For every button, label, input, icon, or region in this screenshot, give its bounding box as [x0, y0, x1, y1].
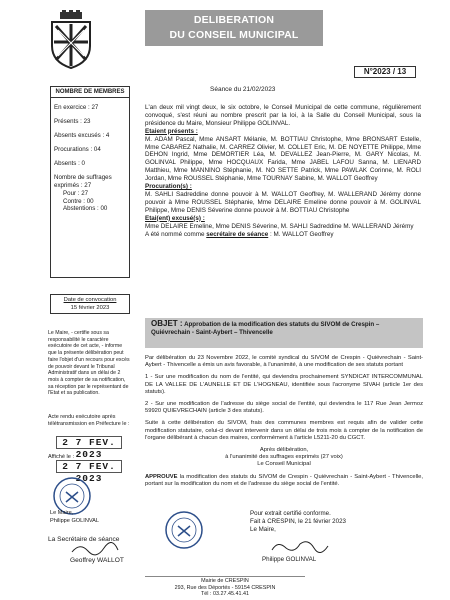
footer-line-3: Tél : 03.27.45.41.41 [201, 591, 249, 598]
members-heading: NOMBRE DE MEMBRES [51, 87, 129, 98]
secretary-line [145, 231, 421, 239]
secretary-prefix: A été nommé comme [145, 230, 205, 238]
vote-line-2: à l'unanimité des suffrages exprimés (27 voix) [225, 454, 343, 461]
objet-box [145, 318, 423, 348]
maire-signature [270, 538, 330, 554]
members-suffrages: Nombre de suffrages exprimés : 27 [54, 174, 112, 189]
secretary-label: secrétaire de séance [206, 230, 269, 238]
certif-maire-name: Philippe GOLINVAL [262, 556, 317, 563]
footer [150, 578, 300, 598]
procurations-label: Procuration(s) : [145, 183, 192, 191]
members-box [50, 86, 130, 278]
footer-line-2: 293, Rue des Déportés - 59154 CRESPIN [174, 584, 276, 591]
execution-block [48, 414, 132, 428]
decision-text: la modification des statuts du SIVOM de Crespin - Quiévrechain - Saint-Aybert - Thivencelle, portant sur la modification du nom et de l'adresse du siège social de l'entité. [145, 473, 423, 487]
members-pour: Pour : 27 [63, 190, 89, 197]
excuses-label: Etai(ent) excusé(s) : [145, 214, 205, 222]
title-band [145, 10, 323, 46]
legal-note: Le Maire, - certifie sous sa responsabilité le caractère exécutoire de cet acte, - informe que la présente délibération peut faire l'objet d'un recours pour excès de pouvoir devant le Tribunal Administratif dans un délai de 2 mois à compter de sa notification, sa réception par le représentant de l'Etat et sa publication. [48, 330, 130, 397]
members-abstentions: Abstentions : 00 [63, 205, 108, 212]
deliberation-body [145, 104, 421, 238]
commune-crest-logo [46, 10, 96, 70]
decision-paragraph [145, 474, 423, 488]
paragraph-1: Par délibération du 23 Novembre 2022, le comité syndical du SIVOM de Crespin - Quiévrechain - Saint-Aybert - Thivencelle a émis un avis favorable, à l'unanimité, à une modification de ses statuts portant [145, 355, 423, 369]
secretaire-name: Geoffrey WALLOT [70, 557, 124, 564]
deliberation-number: N°2023 / 13 [354, 66, 416, 78]
mairie-seal-stamp-right [164, 510, 204, 550]
certif-line-2: Fait à CRESPIN, le 21 février 2023 [250, 518, 346, 525]
members-presents: Présents : 23 [54, 118, 91, 125]
secretary-signature [70, 542, 120, 556]
convocation-date: 15 février 2023 [70, 305, 110, 311]
main-text [145, 355, 423, 493]
acte-line-1: Acte rendu exécutoire après télétransmission en Préfecture le : [48, 414, 130, 427]
date-stamp-prefecture: 2 7 FEV. 2023 [56, 436, 122, 449]
presents-list: M. ADAM Pascal, Mme ANSART Mélanie, M. BOTTIAU Christophe, Mme BRONSART Estelle, Mme CABAREZ Nathalie, M. CARREZ Olivier, M. COLLET Eric, M. DE NOYETTE Philippe, Mme DEHON Ingrid, Mme DEMORTIER Léa, M. DEVALLEZ Jean-Pierre, M. GARY Nicolas, M. GOLINVAL Philippe, Mme HOCQUAUX Farida, Mme JABEL LAFOU Sanna, M. LIENARD Matthieu, Mme MANNINO Stéphanie, M. NO SETTE Patrick, Mme PAWLAK Corinne, M. ROLI Jordan, Mme ROUSSEL Stéphanie, Mme TOURNAY Sabine, M. WALLOT Geoffrey [145, 135, 421, 183]
footer-line-1: Mairie de CRESPIN [201, 578, 249, 584]
convocation-box [50, 294, 130, 314]
vote-line-3: Le Conseil Municipal [257, 461, 311, 468]
members-absents: Absents : 0 [54, 160, 85, 167]
acte-maire-label: Le Maire, [50, 510, 74, 516]
title-line-2: DU CONSEIL MUNICIPAL [169, 29, 299, 41]
objet-label: OBJET : [151, 319, 183, 328]
paragraph-3: 2 - Sur une modification de l'adresse du siège social de l'entité, qui deviendra le 117 Rue Jean Jermoz 59920 QUIEVRECHAIN (article 3 des statuts). [145, 401, 423, 415]
intro-paragraph: L'an deux mil vingt deux, le six octobre, le Conseil Municipal de cette commune, régulièrement convoqué, s'est réuni au nombre prescrit par la loi, à la Salle du Conseil Municipal, sous la présidence du Maire, Monsieur Philippe GOLINVAL. [145, 104, 421, 127]
members-exercice: En exercice : 27 [54, 104, 99, 111]
paragraph-4: Suite à cette délibération du SIVOM, frais des communes membres est requis afin de valider cette modification statutaire, celui-ci devant intervenir dans un délai de trois mois à compter de la notification de l'organe délibérant à chacun des maires, conformément à l'article L5211-20 du CGCT. [145, 420, 423, 441]
paragraph-2: 1 - Sur une modification du nom de l'entité, qui deviendra prochainement SYNDICAT INTERCOMMUNAL DE LA VALLEE DE L'AUNELLE ET DE L'HOGNEAU, identifiée sous l'acronyme SIVAH (article 1er des statuts). [145, 374, 423, 395]
affiche-label: Affiché le : [48, 454, 75, 460]
title-line-1: DELIBERATION [193, 14, 275, 26]
members-contre: Contre : 00 [63, 197, 94, 205]
approuve-label: APPROUVE [145, 473, 178, 480]
members-absents-excuses: Absents excusés : 4 [54, 132, 110, 139]
vote-line-1: Après délibération, [259, 447, 309, 454]
convocation-label: Date de convocation [63, 297, 117, 303]
procurations-list: M. SAHLI Sadreddine donne pouvoir à M. WALLOT Geoffrey, M. WALLERAND Jérémy donne pouvoir à Mme ROUSSEL Stéphanie, Mme DELAIRE Emeline donne pouvoir à M. GOLINVAL Philippe, Mme DENIS Séverine donne pouvoir à M. BOTTIAU Christophe [145, 190, 421, 214]
secretaire-label: La Secrétaire de séance [48, 536, 120, 543]
presents-label: Etaient présents : [145, 127, 198, 135]
excuses-list: Mme DELAIRE Emeline, Mme DENIS Séverine, M. SAHLI Sadreddine M. WALLERAND Jérémy [145, 222, 414, 230]
secretary-name: : M. WALLOT Geoffrey [269, 230, 334, 238]
seance-date: Séance du 21/02/2023 [210, 86, 276, 93]
objet-text: Approbation de la modification des statuts du SIVOM de Crespin – Quiévrechain - Saint-Aybert – Thivencelle [151, 321, 380, 336]
acte-maire-name: Philippe GOLINVAL [50, 518, 100, 524]
members-procurations: Procurations : 04 [54, 146, 101, 153]
date-stamp-affiche: 2 7 FEV. 2023 [56, 460, 122, 473]
certif-line-3: Le Maire, [250, 526, 276, 533]
certif-line-1: Pour extrait certifié conforme. [250, 510, 331, 517]
footer-rule [145, 576, 305, 577]
certification-block [250, 510, 400, 534]
